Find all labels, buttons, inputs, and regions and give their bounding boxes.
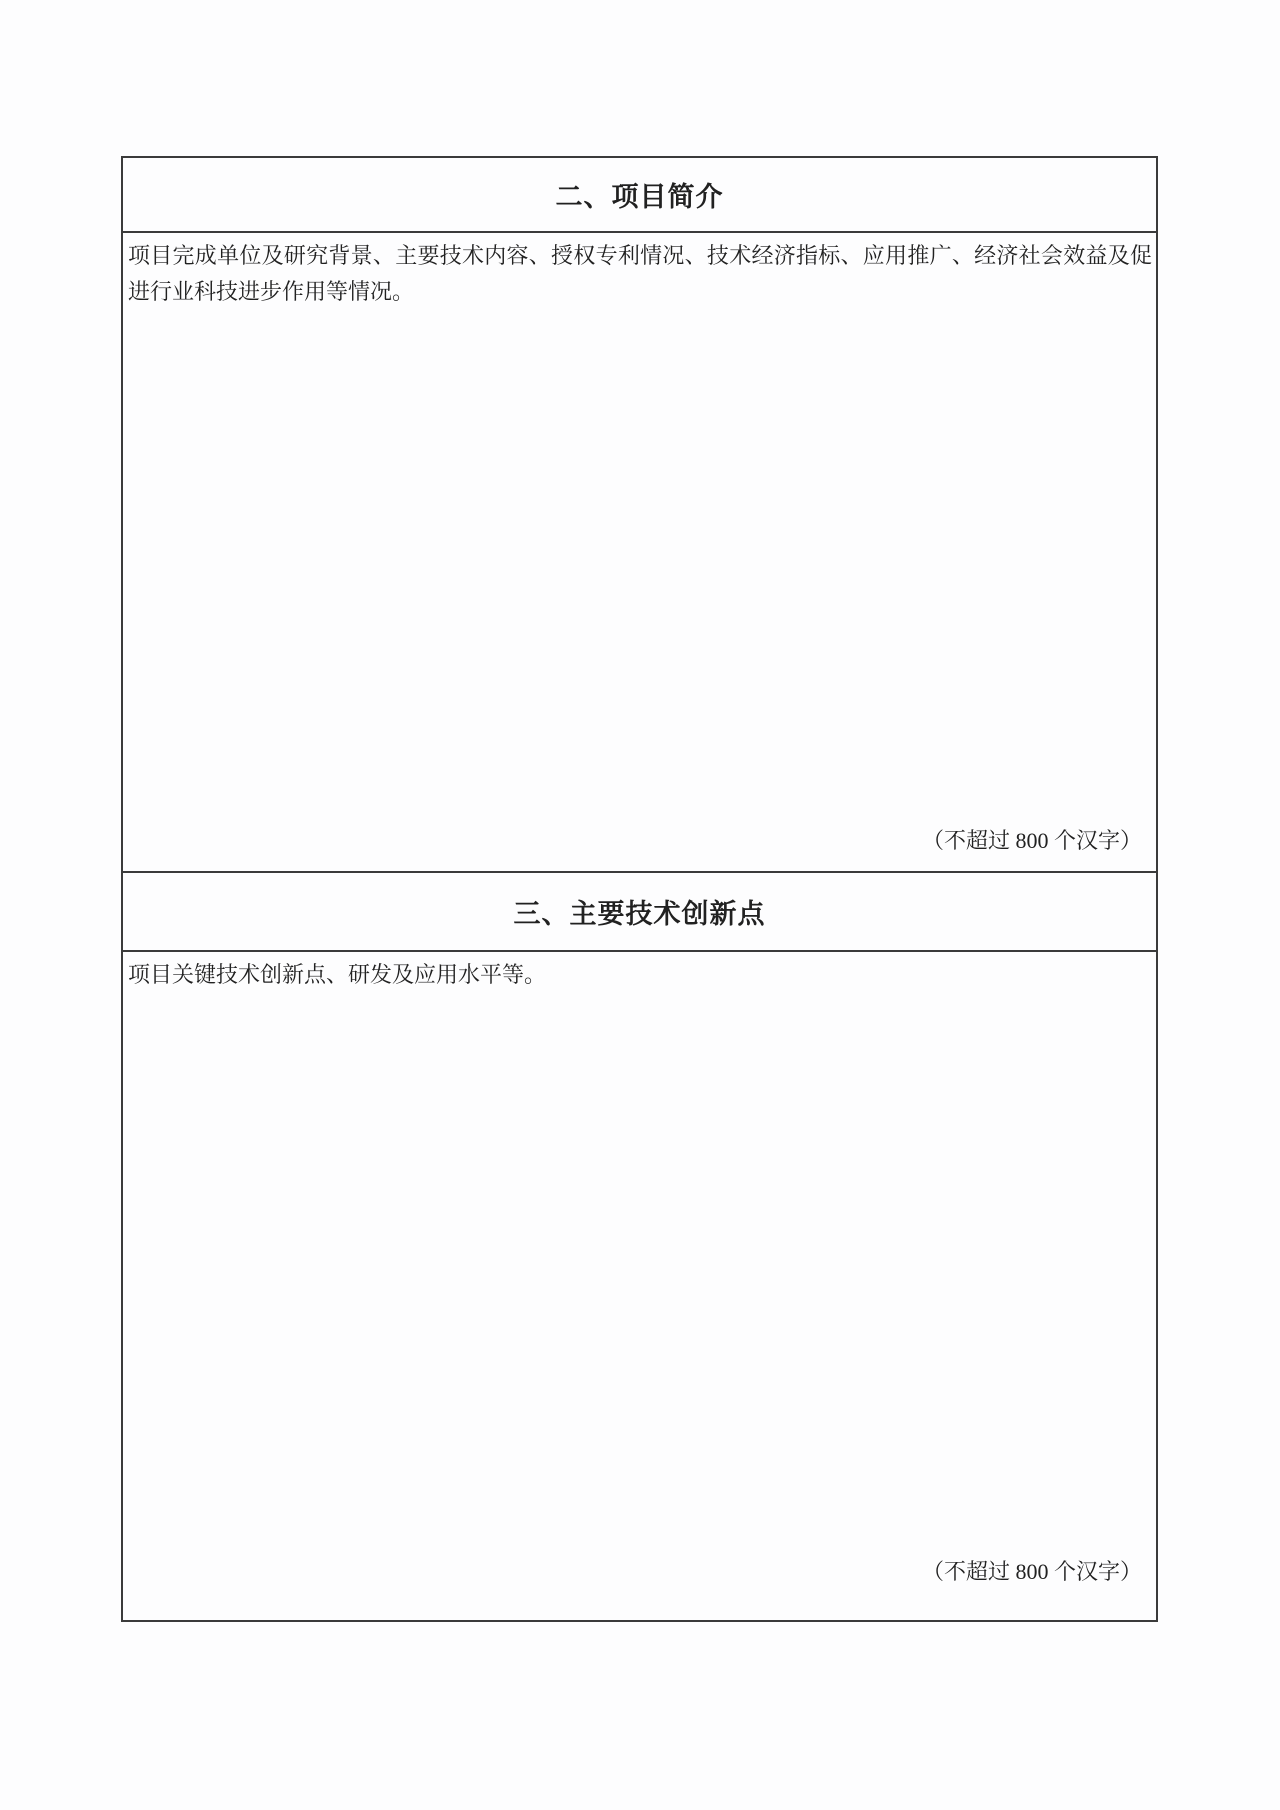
section-header-innovation-points (123, 873, 1156, 952)
section-title-innovation-points: 三、主要技术创新点 (513, 899, 766, 929)
section-fill-area-project-intro[interactable] (123, 233, 1156, 873)
innovation-points-char-limit-note: （不超过 800 个汉字） (921, 1559, 1142, 1584)
innovation-points-description: 项目关键技术创新点、研发及应用水平等。 (128, 962, 547, 987)
section-fill-area-innovation-points[interactable] (123, 952, 1156, 1620)
section-header-project-intro (123, 158, 1156, 233)
application-form-table (121, 156, 1158, 1622)
project-intro-char-limit-note: （不超过 800 个汉字） (921, 828, 1142, 853)
section-title-project-intro: 二、项目简介 (555, 182, 724, 212)
project-intro-description: 项目完成单位及研究背景、主要技术内容、授权专利情况、技术经济指标、应用推广、经济社会效益及促进行业科技进步作用等情况。 (128, 243, 1152, 304)
